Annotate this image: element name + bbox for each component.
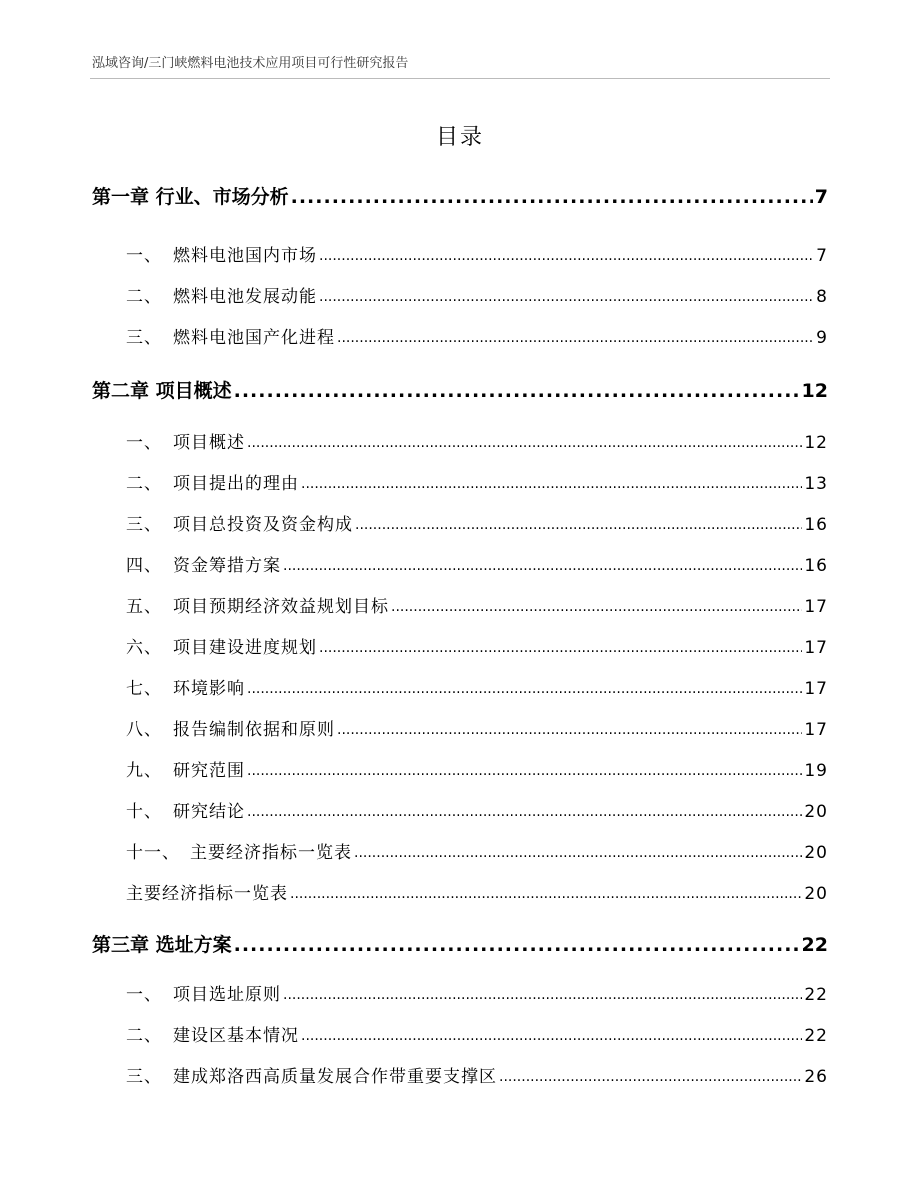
running-header: 泓域咨询/三门峡燃料电池技术应用项目可行性研究报告 xyxy=(92,56,409,71)
toc-page-number: 22 xyxy=(804,1026,828,1046)
toc-section-number: 一、 xyxy=(126,433,162,453)
toc-section-title: 报告编制依据和原则 xyxy=(173,720,335,740)
toc-leader-dots xyxy=(234,376,800,406)
toc-leader-dots xyxy=(301,1023,802,1049)
toc-leader-dots xyxy=(247,430,802,456)
toc-section-number: 九、 xyxy=(126,761,162,781)
toc-section-number: 七、 xyxy=(126,679,162,699)
toc-section-number: 三、 xyxy=(126,328,162,348)
toc-section[interactable] xyxy=(126,840,828,866)
toc-section-number: 三、 xyxy=(126,1067,162,1087)
page-title: 目录 xyxy=(435,125,484,150)
toc-section-title: 项目概述 xyxy=(173,433,245,453)
toc-leader-dots xyxy=(283,982,802,1008)
toc-page-number: 12 xyxy=(801,380,828,402)
toc-section-title: 项目预期经济效益规划目标 xyxy=(173,597,389,617)
toc-section-title: 燃料电池国产化进程 xyxy=(173,328,335,348)
toc-leader-dots xyxy=(234,930,800,960)
toc-page-number: 16 xyxy=(804,556,828,576)
toc-section-title: 研究结论 xyxy=(173,802,245,822)
toc-leader-dots xyxy=(391,594,802,620)
toc-chapter-2[interactable] xyxy=(92,376,828,406)
toc-leader-dots xyxy=(291,182,813,212)
toc-section-title: 建设区基本情况 xyxy=(173,1026,299,1046)
toc-page-number: 17 xyxy=(804,597,828,617)
toc-section[interactable] xyxy=(126,325,828,351)
toc-section-number: 二、 xyxy=(126,287,162,307)
toc-section-title: 主要经济指标一览表 xyxy=(190,843,352,863)
toc-chapter-title: 第一章 行业、市场分析 xyxy=(92,186,289,208)
toc-section[interactable] xyxy=(126,1064,828,1090)
toc-chapter-1[interactable] xyxy=(92,182,828,212)
toc-section-number: 三、 xyxy=(126,515,162,535)
toc-section[interactable] xyxy=(126,881,828,907)
toc-section[interactable] xyxy=(126,284,828,310)
toc-section-number: 十、 xyxy=(126,802,162,822)
toc-leader-dots xyxy=(247,799,802,825)
toc-leader-dots xyxy=(247,758,802,784)
toc-section[interactable] xyxy=(126,512,828,538)
toc-section-title: 项目选址原则 xyxy=(173,985,281,1005)
toc-section-title: 项目提出的理由 xyxy=(173,474,299,494)
toc-leader-dots xyxy=(355,512,802,538)
toc-chapter-title: 第三章 选址方案 xyxy=(92,934,232,956)
toc-chapter-title: 第二章 项目概述 xyxy=(92,380,232,402)
toc-leader-dots xyxy=(337,325,814,351)
toc-section[interactable] xyxy=(126,553,828,579)
toc-page-number: 22 xyxy=(804,985,828,1005)
toc-section-number: 二、 xyxy=(126,474,162,494)
toc-section-title: 资金筹措方案 xyxy=(173,556,281,576)
toc-section[interactable] xyxy=(126,799,828,825)
header-divider xyxy=(90,78,830,79)
toc-section[interactable] xyxy=(126,676,828,702)
toc-section-number: 八、 xyxy=(126,720,162,740)
toc-chapter-3[interactable] xyxy=(92,930,828,960)
toc-section-title: 燃料电池发展动能 xyxy=(173,287,317,307)
toc-leader-dots xyxy=(319,635,802,661)
toc-section-title: 燃料电池国内市场 xyxy=(173,246,317,266)
toc-section-title: 研究范围 xyxy=(173,761,245,781)
toc-page-number: 16 xyxy=(804,515,828,535)
toc-section-number: 二、 xyxy=(126,1026,162,1046)
toc-page-number: 17 xyxy=(804,720,828,740)
toc-section[interactable] xyxy=(126,594,828,620)
toc-leader-dots xyxy=(354,840,802,866)
toc-leader-dots xyxy=(290,881,802,907)
toc-section-number: 六、 xyxy=(126,638,162,658)
toc-leader-dots xyxy=(319,284,814,310)
toc-page-number: 20 xyxy=(804,802,828,822)
toc-section[interactable] xyxy=(126,1023,828,1049)
toc-leader-dots xyxy=(499,1064,802,1090)
toc-section-title: 建成郑洛西高质量发展合作带重要支撑区 xyxy=(173,1067,497,1087)
toc-page-number: 13 xyxy=(804,474,828,494)
toc-page-number: 19 xyxy=(804,761,828,781)
toc-page-number: 12 xyxy=(804,433,828,453)
toc-section[interactable] xyxy=(126,430,828,456)
toc-leader-dots xyxy=(283,553,802,579)
toc-page-number: 17 xyxy=(804,638,828,658)
toc-page-number: 7 xyxy=(814,186,828,208)
toc-leader-dots xyxy=(337,717,802,743)
toc-section[interactable] xyxy=(126,635,828,661)
toc-page-number: 7 xyxy=(816,246,828,266)
toc-leader-dots xyxy=(301,471,802,497)
toc-section-title: 项目建设进度规划 xyxy=(173,638,317,658)
toc-leader-dots xyxy=(247,676,802,702)
toc-section[interactable] xyxy=(126,243,828,269)
toc-page-number: 20 xyxy=(804,843,828,863)
toc-section-number: 一、 xyxy=(126,246,162,266)
toc-page-number: 9 xyxy=(816,328,828,348)
toc-section-title: 项目总投资及资金构成 xyxy=(173,515,353,535)
toc-page-number: 22 xyxy=(801,934,828,956)
toc-section-number: 十一、 xyxy=(126,843,180,863)
toc-section-number: 四、 xyxy=(126,556,162,576)
toc-section[interactable] xyxy=(126,982,828,1008)
toc-section[interactable] xyxy=(126,758,828,784)
toc-page-number: 20 xyxy=(804,884,828,904)
toc-page-number: 17 xyxy=(804,679,828,699)
toc-section[interactable] xyxy=(126,471,828,497)
toc-leader-dots xyxy=(319,243,814,269)
toc-section-number: 一、 xyxy=(126,985,162,1005)
toc-page-number: 8 xyxy=(816,287,828,307)
toc-section[interactable] xyxy=(126,717,828,743)
toc-page-number: 26 xyxy=(804,1067,828,1087)
toc-section-title: 主要经济指标一览表 xyxy=(126,884,288,904)
toc-section-number: 五、 xyxy=(126,597,162,617)
toc-section-title: 环境影响 xyxy=(173,679,245,699)
